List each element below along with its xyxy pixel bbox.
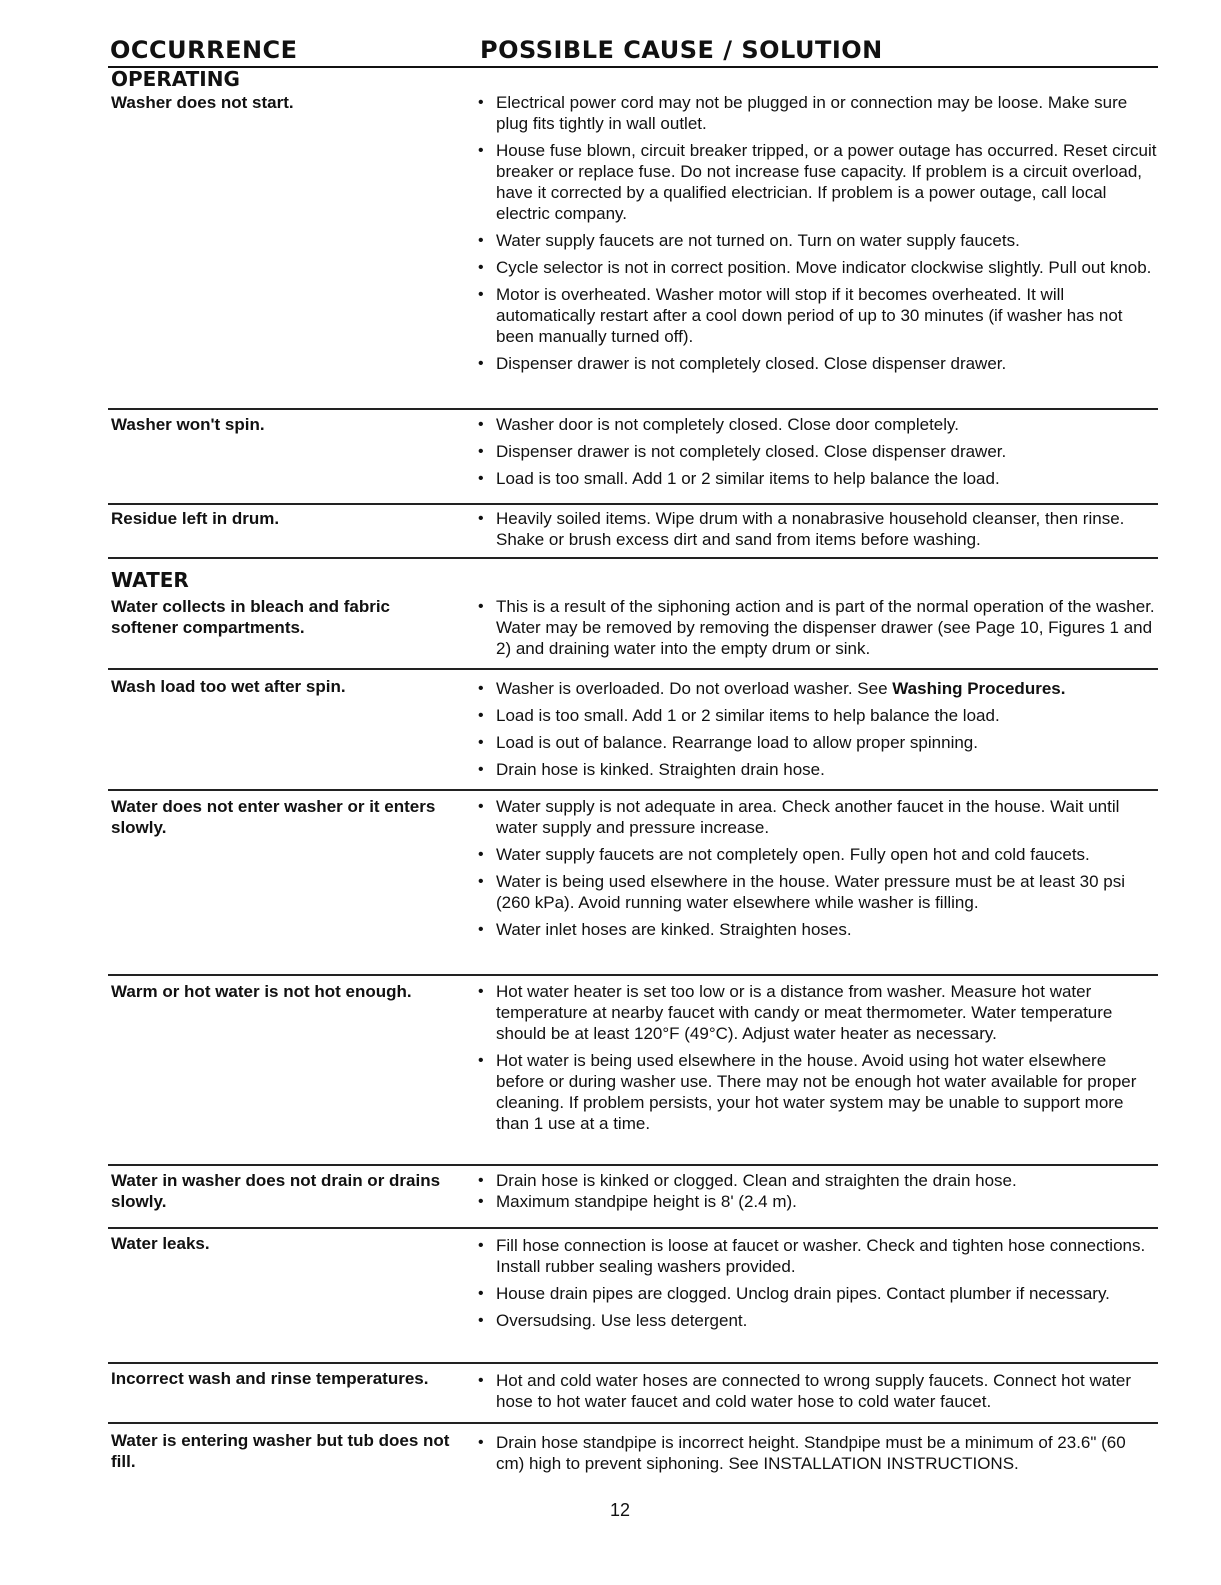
occurrence-washer-not-start: Washer does not start. — [111, 93, 294, 112]
cause-item: • Hot water is being used elsewhere in the house. Avoid using hot water elsewhere before or during washer use. There may not be enough hot water available for proper cleaning. If problem persists, your hot water system may be unable to support more than 1 use at a time. — [478, 1050, 1158, 1134]
causes-water-in-compartments — [478, 596, 1158, 665]
occurrence-incorrect-temperatures: Incorrect wash and rinse temperatures. — [111, 1369, 429, 1388]
causes-water-not-drain — [478, 1170, 1158, 1218]
section-operating: OPERATING — [111, 67, 240, 91]
row-divider — [108, 1164, 1158, 1166]
cause-item: • Fill hose connection is loose at faucet or washer. Check and tighten hose connections. Install rubber sealing washers provided. — [478, 1235, 1158, 1277]
occurrence-water-not-enter: Water does not enter washer or it enters slowly. — [111, 797, 436, 837]
cause-item: • Cycle selector is not in correct position. Move indicator clockwise slightly. Pull out knob. — [478, 257, 1158, 278]
occurrence-load-too-wet: Wash load too wet after spin. — [111, 677, 346, 696]
cause-item: • Water inlet hoses are kinked. Straighten hoses. — [478, 919, 1158, 940]
cause-item: • Load is too small. Add 1 or 2 similar items to help balance the load. — [478, 468, 1158, 489]
row-divider — [108, 557, 1158, 559]
cause-item: • Load is out of balance. Rearrange load to allow proper spinning. — [478, 732, 1158, 753]
cause-item: • Heavily soiled items. Wipe drum with a nonabrasive household cleanser, then rinse. Shake or brush excess dirt and sand from items before washing. — [478, 508, 1158, 550]
occurrence-washer-wont-spin: Washer won't spin. — [111, 415, 265, 434]
causes-incorrect-temperatures — [478, 1370, 1158, 1418]
occurrence-water-in-compartments: Water collects in bleach and fabric softener compartments. — [111, 597, 391, 637]
cause-item: • House fuse blown, circuit breaker tripped, or a power outage has occurred. Reset circuit breaker or replace fuse. Do not increase fuse capacity. If problem is a circuit overload, have it corrected by a qualified electrician. If problem is a power outage, call local electric company. — [478, 140, 1158, 224]
cause-item: • Drain hose is kinked. Straighten drain hose. — [478, 759, 1158, 780]
cause-item: • Hot water heater is set too low or is a distance from washer. Measure hot water temperature at nearby faucet with candy or meat thermometer. Water temperature should be at least 120°F (49°C). Adjust water heater as necessary. — [478, 981, 1158, 1044]
cause-item: • Water is being used elsewhere in the house. Water pressure must be at least 30 psi (260 kPa). Avoid running water elsewhere while washer is filling. — [478, 871, 1158, 913]
cause-item: • Dispenser drawer is not completely closed. Close dispenser drawer. — [478, 353, 1158, 374]
cause-item: • Drain hose standpipe is incorrect height. Standpipe must be a minimum of 23.6" (60 cm) high to prevent siphoning. See INSTALLATION INSTRUCTIONS. — [478, 1432, 1158, 1474]
cause-item: • Motor is overheated. Washer motor will stop if it becomes overheated. It will automatically restart after a cool down period of up to 30 minutes (if washer has not been manually turned off). — [478, 284, 1158, 347]
causes-washer-wont-spin — [478, 414, 1158, 495]
cause-item: • Load is too small. Add 1 or 2 similar items to help balance the load. — [478, 705, 1158, 726]
cause-item: • House drain pipes are clogged. Unclog drain pipes. Contact plumber if necessary. — [478, 1283, 1158, 1304]
causes-water-not-enter — [478, 796, 1158, 946]
row-divider — [108, 668, 1158, 670]
cause-item: • Water supply is not adequate in area. Check another faucet in the house. Wait until water supply and pressure increase. — [478, 796, 1158, 838]
cause-item: • Washer door is not completely closed. Close door completely. — [478, 414, 1158, 435]
row-divider — [108, 974, 1158, 976]
cause-item: • Drain hose is kinked or clogged. Clean and straighten the drain hose. — [478, 1170, 1158, 1191]
cause-item: • Maximum standpipe height is 8' (2.4 m). — [478, 1191, 1158, 1212]
causes-washer-not-start — [478, 92, 1158, 380]
row-divider — [108, 408, 1158, 410]
cause-item: • Dispenser drawer is not completely closed. Close dispenser drawer. — [478, 441, 1158, 462]
occurrence-water-leaks: Water leaks. — [111, 1234, 210, 1253]
section-water: WATER — [111, 568, 189, 592]
washing-procedures-reference: Washing Procedures. — [892, 679, 1066, 698]
page-number: 12 — [609, 1500, 631, 1520]
cause-item — [478, 678, 1158, 699]
row-divider — [108, 1422, 1158, 1424]
row-divider — [108, 1362, 1158, 1364]
causes-water-leaks — [478, 1235, 1158, 1337]
cause-item: • Hot and cold water hoses are connected to wrong supply faucets. Connect hot water hose to hot water faucet and cold water hose to cold water faucet. — [478, 1370, 1158, 1412]
cause-item: • Water supply faucets are not turned on. Turn on water supply faucets. — [478, 230, 1158, 251]
occurrence-water-not-drain: Water in washer does not drain or drains slowly. — [111, 1171, 441, 1211]
causes-residue-in-drum — [478, 508, 1158, 556]
causes-load-too-wet — [478, 678, 1158, 786]
occurrence-water-not-hot: Warm or hot water is not hot enough. — [111, 982, 412, 1001]
cause-item: • Oversudsing. Use less detergent. — [478, 1310, 1158, 1331]
occurrence-residue-in-drum: Residue left in drum. — [111, 509, 280, 528]
cause-item: • This is a result of the siphoning action and is part of the normal operation of the washer. Water may be removed by removing the dispenser drawer (see Page 10, Figures 1 and 2) and draining water into the empty drum or sink. — [478, 596, 1158, 659]
occurrence-column-header: OCCURRENCE — [110, 36, 298, 64]
header-rule — [108, 66, 1158, 68]
causes-tub-not-fill — [478, 1432, 1158, 1480]
row-divider — [108, 503, 1158, 505]
cause-text: Washer is overloaded. Do not overload washer. See — [496, 679, 888, 698]
cause-column-header: POSSIBLE CAUSE / SOLUTION — [480, 36, 883, 64]
cause-item: • Electrical power cord may not be plugged in or connection may be loose. Make sure plug fits tightly in wall outlet. — [478, 92, 1158, 134]
causes-water-not-hot — [478, 981, 1158, 1140]
cause-item: • Water supply faucets are not completely open. Fully open hot and cold faucets. — [478, 844, 1158, 865]
occurrence-tub-not-fill: Water is entering washer but tub does not fill. — [111, 1431, 450, 1471]
row-divider — [108, 1227, 1158, 1229]
row-divider — [108, 789, 1158, 791]
